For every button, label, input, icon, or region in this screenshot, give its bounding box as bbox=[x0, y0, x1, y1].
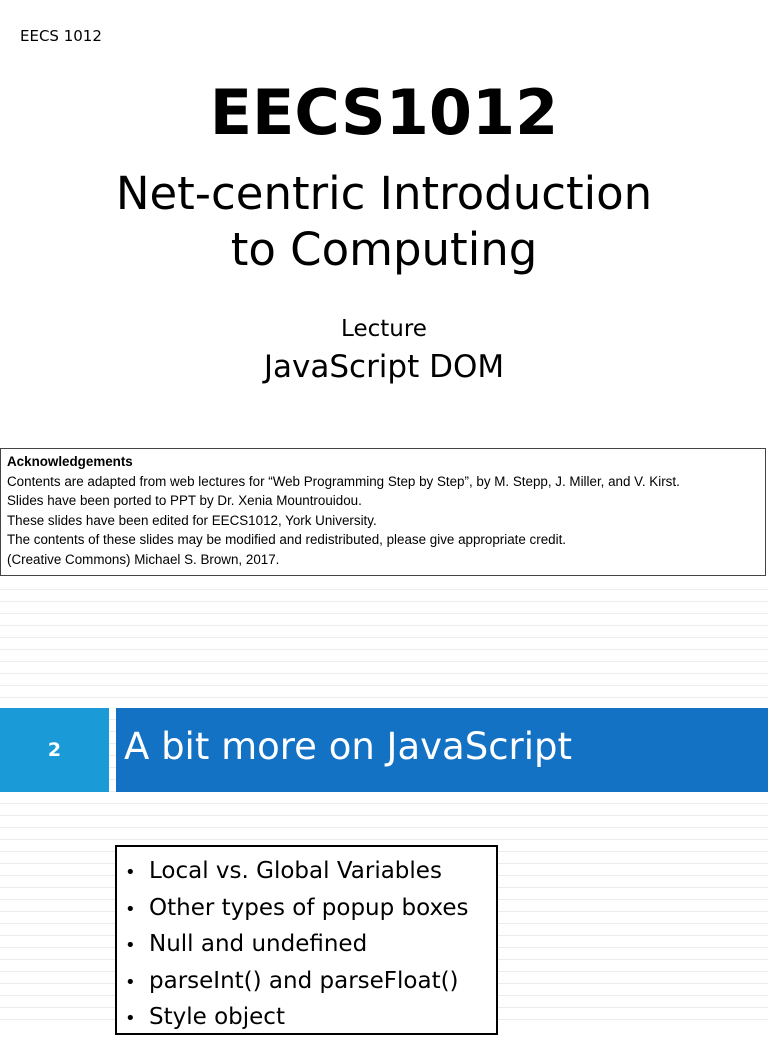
course-title: EECS1012 bbox=[209, 76, 559, 149]
list-item bbox=[125, 891, 496, 928]
slide-number: 2 bbox=[47, 739, 62, 761]
bullet-icon: • bbox=[125, 862, 136, 883]
acknowledgement-line: (Creative Commons) Michael S. Brown, 2017. bbox=[7, 551, 280, 567]
slide-title: A bit more on JavaScript bbox=[124, 725, 573, 768]
slide-separator bbox=[0, 578, 768, 708]
bullet-icon: • bbox=[125, 935, 136, 956]
acknowledgements-heading: Acknowledgements bbox=[7, 454, 133, 469]
list-item bbox=[125, 854, 496, 891]
content-slide bbox=[0, 708, 768, 1030]
acknowledgement-line: Slides have been ported to PPT by Dr. Xenia Mountrouidou. bbox=[7, 493, 362, 508]
acknowledgement-line: The contents of these slides may be modified and redistributed, please give appropriate credit. bbox=[7, 532, 567, 547]
bullet-text: Style object bbox=[149, 1004, 285, 1030]
slide-number-badge bbox=[0, 708, 109, 792]
bullet-text: Local vs. Global Variables bbox=[149, 858, 442, 884]
bullet-icon: • bbox=[125, 1008, 136, 1029]
subtitle-line-2: to Computing bbox=[230, 223, 538, 276]
subtitle-line-1: Net-centric Introduction bbox=[115, 167, 653, 220]
bullet-list bbox=[117, 847, 496, 1037]
slide-title-band bbox=[116, 708, 768, 792]
list-item bbox=[125, 927, 496, 964]
lecture-label: Lecture bbox=[341, 316, 427, 342]
acknowledgement-line: Contents are adapted from web lectures for “Web Programming Step by Step”, by M. Stepp, J. Miller, and V. Kirst. bbox=[7, 473, 680, 489]
bullet-icon: • bbox=[125, 898, 136, 920]
course-subtitle bbox=[0, 166, 768, 278]
list-item bbox=[125, 964, 496, 1001]
bullet-icon: • bbox=[125, 971, 136, 993]
bullet-text: parseInt() and parseFloat() bbox=[149, 967, 459, 994]
bullet-text: Null and undefined bbox=[149, 931, 368, 957]
lecture-topic: JavaScript DOM bbox=[263, 349, 505, 385]
course-tag: EECS 1012 bbox=[20, 27, 102, 45]
bullet-text: Other types of popup boxes bbox=[149, 894, 469, 921]
acknowledgement-line: These slides have been edited for EECS1012, York University. bbox=[7, 512, 377, 528]
acknowledgements-box bbox=[0, 448, 766, 576]
bullet-list-box bbox=[115, 845, 498, 1035]
list-item bbox=[125, 1000, 496, 1037]
